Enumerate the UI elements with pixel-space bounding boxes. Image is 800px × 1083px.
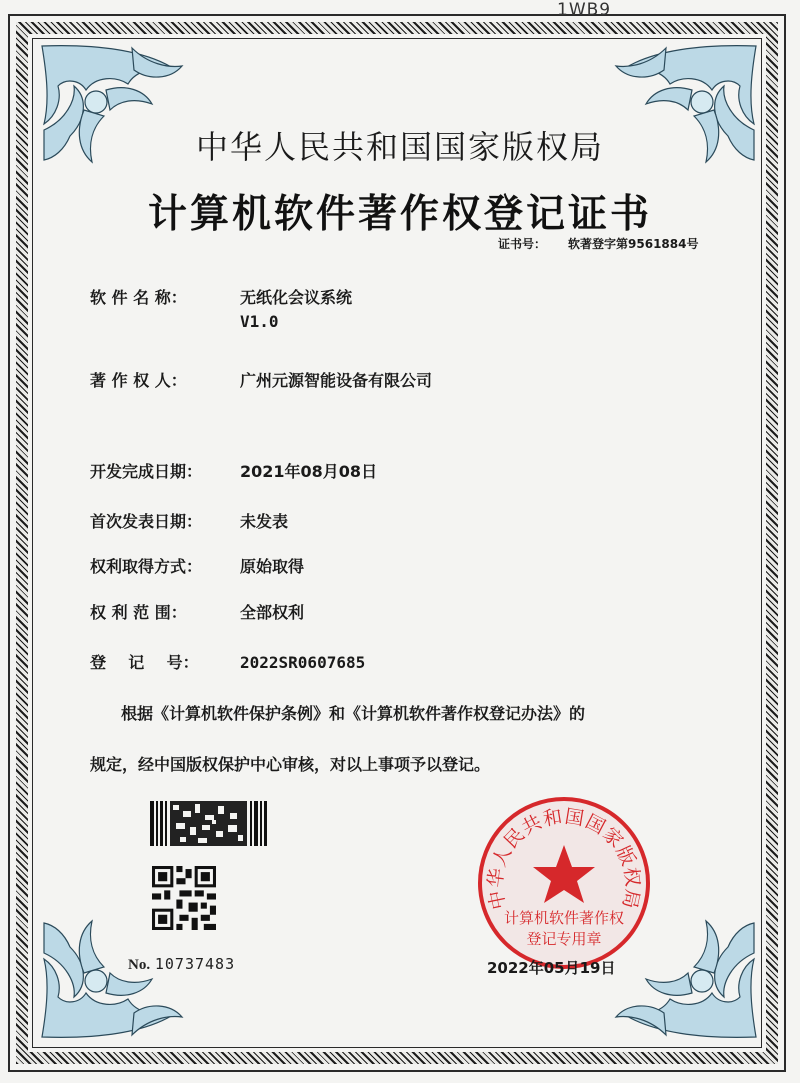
certificate-number-label: 证书号： — [498, 237, 547, 251]
serial-prefix: No. — [128, 957, 151, 973]
serial-number — [128, 955, 235, 974]
field-label: 开发完成日期： — [90, 462, 203, 481]
issuer-name: 中华人民共和国国家版权局 — [195, 128, 604, 166]
certificate-number-value: 软著登字第9561884号 — [568, 237, 699, 251]
field-first-publication-date — [90, 509, 288, 532]
field-label: 著 作 权 人： — [90, 371, 187, 390]
field-software-name — [90, 285, 352, 331]
field-value: 未发表 — [240, 512, 289, 531]
field-value: 无纸化会议系统 — [240, 288, 353, 307]
certificate-title: 计算机软件著作权登记证书 — [147, 191, 652, 237]
statement-line-1: 根据《计算机软件保护条例》和《计算机软件著作权登记办法》的 — [121, 704, 586, 723]
field-copyright-owner — [90, 368, 432, 391]
field-acquisition-method — [90, 554, 304, 577]
field-label: 软 件 名 称： — [90, 288, 187, 307]
seal-inner-line-1: 计算机软件著作权 — [503, 909, 625, 927]
field-registration-number — [90, 650, 365, 673]
field-label: 首次发表日期： — [90, 512, 203, 531]
field-value: 全部权利 — [240, 603, 305, 622]
statement-line-2: 规定，经中国版权保护中心审核，对以上事项予以登记。 — [90, 755, 491, 774]
field-value: 广州元源智能设备有限公司 — [240, 371, 433, 390]
issue-date: 2022年05月19日 — [487, 959, 616, 977]
barcode — [150, 801, 267, 846]
seal-ring-text: 中华人民共和国国家版权局 — [484, 805, 644, 912]
official-seal — [476, 795, 652, 971]
certificate-number — [498, 235, 698, 252]
field-completion-date — [90, 459, 377, 482]
field-value: 2022SR0607685 — [240, 653, 366, 672]
field-value: 2021年08月08日 — [240, 462, 378, 481]
seal-inner-line-2: 登记专用章 — [526, 930, 602, 948]
field-value: 原始取得 — [240, 557, 305, 576]
serial-value: 10737483 — [154, 955, 236, 973]
field-rights-scope — [90, 600, 304, 623]
field-label: 权 利 范 围： — [90, 603, 187, 622]
handwritten-mark: 1WB9 — [557, 0, 612, 20]
qr-code — [152, 866, 216, 930]
software-version: V1.0 — [240, 312, 279, 331]
field-label: 登 记 号： — [90, 653, 199, 672]
field-label: 权利取得方式： — [90, 557, 203, 576]
